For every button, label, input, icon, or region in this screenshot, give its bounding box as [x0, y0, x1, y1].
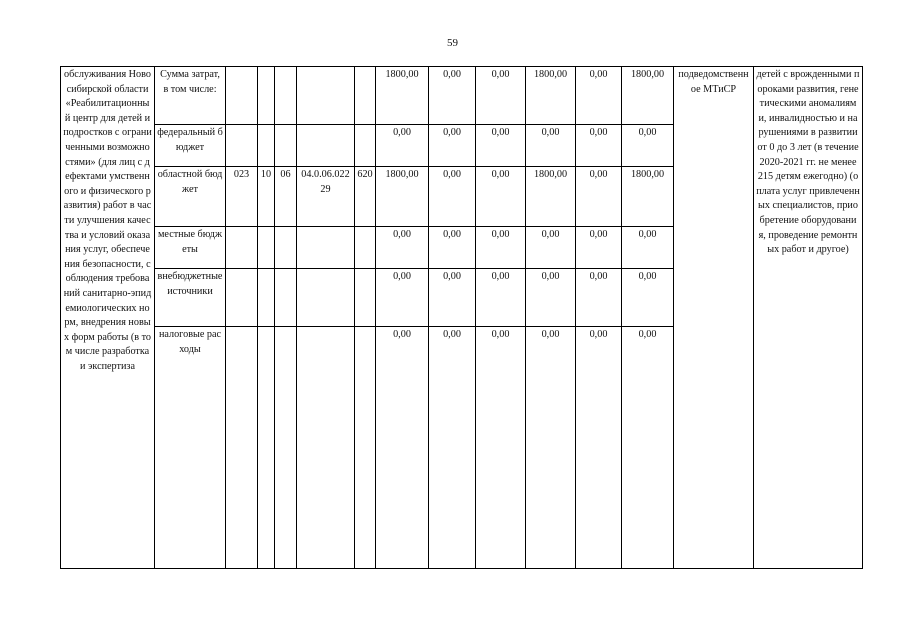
value-cell: 0,00 [476, 125, 526, 167]
vr-cell: 620 [355, 167, 376, 227]
vr-cell [355, 67, 376, 125]
csr-cell [297, 227, 355, 269]
value-cell: 0,00 [476, 167, 526, 227]
source-cell: областной бюджет [155, 167, 226, 227]
value-cell: 0,00 [622, 327, 674, 569]
value-cell: 0,00 [476, 227, 526, 269]
value-cell: 0,00 [576, 227, 622, 269]
source-cell: внебюджетные источники [155, 269, 226, 327]
pr-cell: 06 [275, 167, 297, 227]
source-cell: налоговые расходы [155, 327, 226, 569]
csr-cell: 04.0.06.02229 [297, 167, 355, 227]
pr-cell [275, 125, 297, 167]
value-cell: 0,00 [376, 227, 429, 269]
csr-cell [297, 269, 355, 327]
rz-cell [258, 327, 275, 569]
value-cell: 0,00 [429, 167, 476, 227]
rz-cell [258, 269, 275, 327]
grbs-cell [226, 67, 258, 125]
value-cell: 0,00 [576, 327, 622, 569]
value-cell: 0,00 [476, 327, 526, 569]
rz-cell [258, 227, 275, 269]
value-cell: 0,00 [476, 67, 526, 125]
value-cell: 0,00 [526, 227, 576, 269]
grbs-cell [226, 227, 258, 269]
vr-cell [355, 269, 376, 327]
value-cell: 0,00 [376, 269, 429, 327]
source-cell: федеральный бюджет [155, 125, 226, 167]
expected-result-cell: детей с врожденными пороками развития, генетическими аномалиями, инвалидностью и нарушениями в развитии от 0 до 3 лет (в течение 2020-2021 гг. не менее 215 детям ежегодно) (оплата услуг привлеченных специалистов, приобретение оборудования, проведение ремонтных работ и другое) [754, 67, 863, 569]
pr-cell [275, 327, 297, 569]
value-cell: 0,00 [576, 67, 622, 125]
value-cell: 0,00 [622, 269, 674, 327]
csr-cell [297, 125, 355, 167]
vr-cell [355, 227, 376, 269]
measure-description-cell: обслуживания Новосибирской области «Реабилитационный центр для детей и подростков с ограниченными возможностями» (для лиц с дефектами умственного и физического развития) работ в части улучшения качества и условий оказания услуг, обеспечения безопасности, соблюдения требований санитарно-эпидемиологических норм, внедрения новых форм работы (в том числе разработка и экспертиза [61, 67, 155, 569]
rz-cell: 10 [258, 167, 275, 227]
budget-table [60, 66, 863, 569]
value-cell: 1800,00 [622, 67, 674, 125]
value-cell: 0,00 [429, 227, 476, 269]
value-cell: 0,00 [429, 67, 476, 125]
source-cell: Сумма затрат, в том числе: [155, 67, 226, 125]
value-cell: 0,00 [526, 327, 576, 569]
vr-cell [355, 125, 376, 167]
value-cell: 0,00 [376, 125, 429, 167]
grbs-cell: 023 [226, 167, 258, 227]
rz-cell [258, 125, 275, 167]
value-cell: 0,00 [576, 269, 622, 327]
grbs-cell [226, 327, 258, 569]
table-row [61, 67, 863, 125]
pr-cell [275, 67, 297, 125]
value-cell: 0,00 [429, 327, 476, 569]
value-cell: 0,00 [576, 125, 622, 167]
value-cell: 0,00 [476, 269, 526, 327]
source-cell: местные бюджеты [155, 227, 226, 269]
pr-cell [275, 269, 297, 327]
value-cell: 1800,00 [622, 167, 674, 227]
rz-cell [258, 67, 275, 125]
value-cell: 1800,00 [526, 167, 576, 227]
value-cell: 1800,00 [376, 167, 429, 227]
pr-cell [275, 227, 297, 269]
csr-cell [297, 327, 355, 569]
value-cell: 0,00 [429, 269, 476, 327]
grbs-cell [226, 125, 258, 167]
value-cell: 1800,00 [376, 67, 429, 125]
value-cell: 0,00 [526, 269, 576, 327]
value-cell: 0,00 [622, 227, 674, 269]
vr-cell [355, 327, 376, 569]
value-cell: 0,00 [376, 327, 429, 569]
value-cell: 0,00 [576, 167, 622, 227]
csr-cell [297, 67, 355, 125]
executor-cell: подведомственное МТиСР [674, 67, 754, 569]
value-cell: 0,00 [622, 125, 674, 167]
value-cell: 0,00 [526, 125, 576, 167]
value-cell: 0,00 [429, 125, 476, 167]
grbs-cell [226, 269, 258, 327]
value-cell: 1800,00 [526, 67, 576, 125]
page-number: 59 [447, 37, 458, 49]
